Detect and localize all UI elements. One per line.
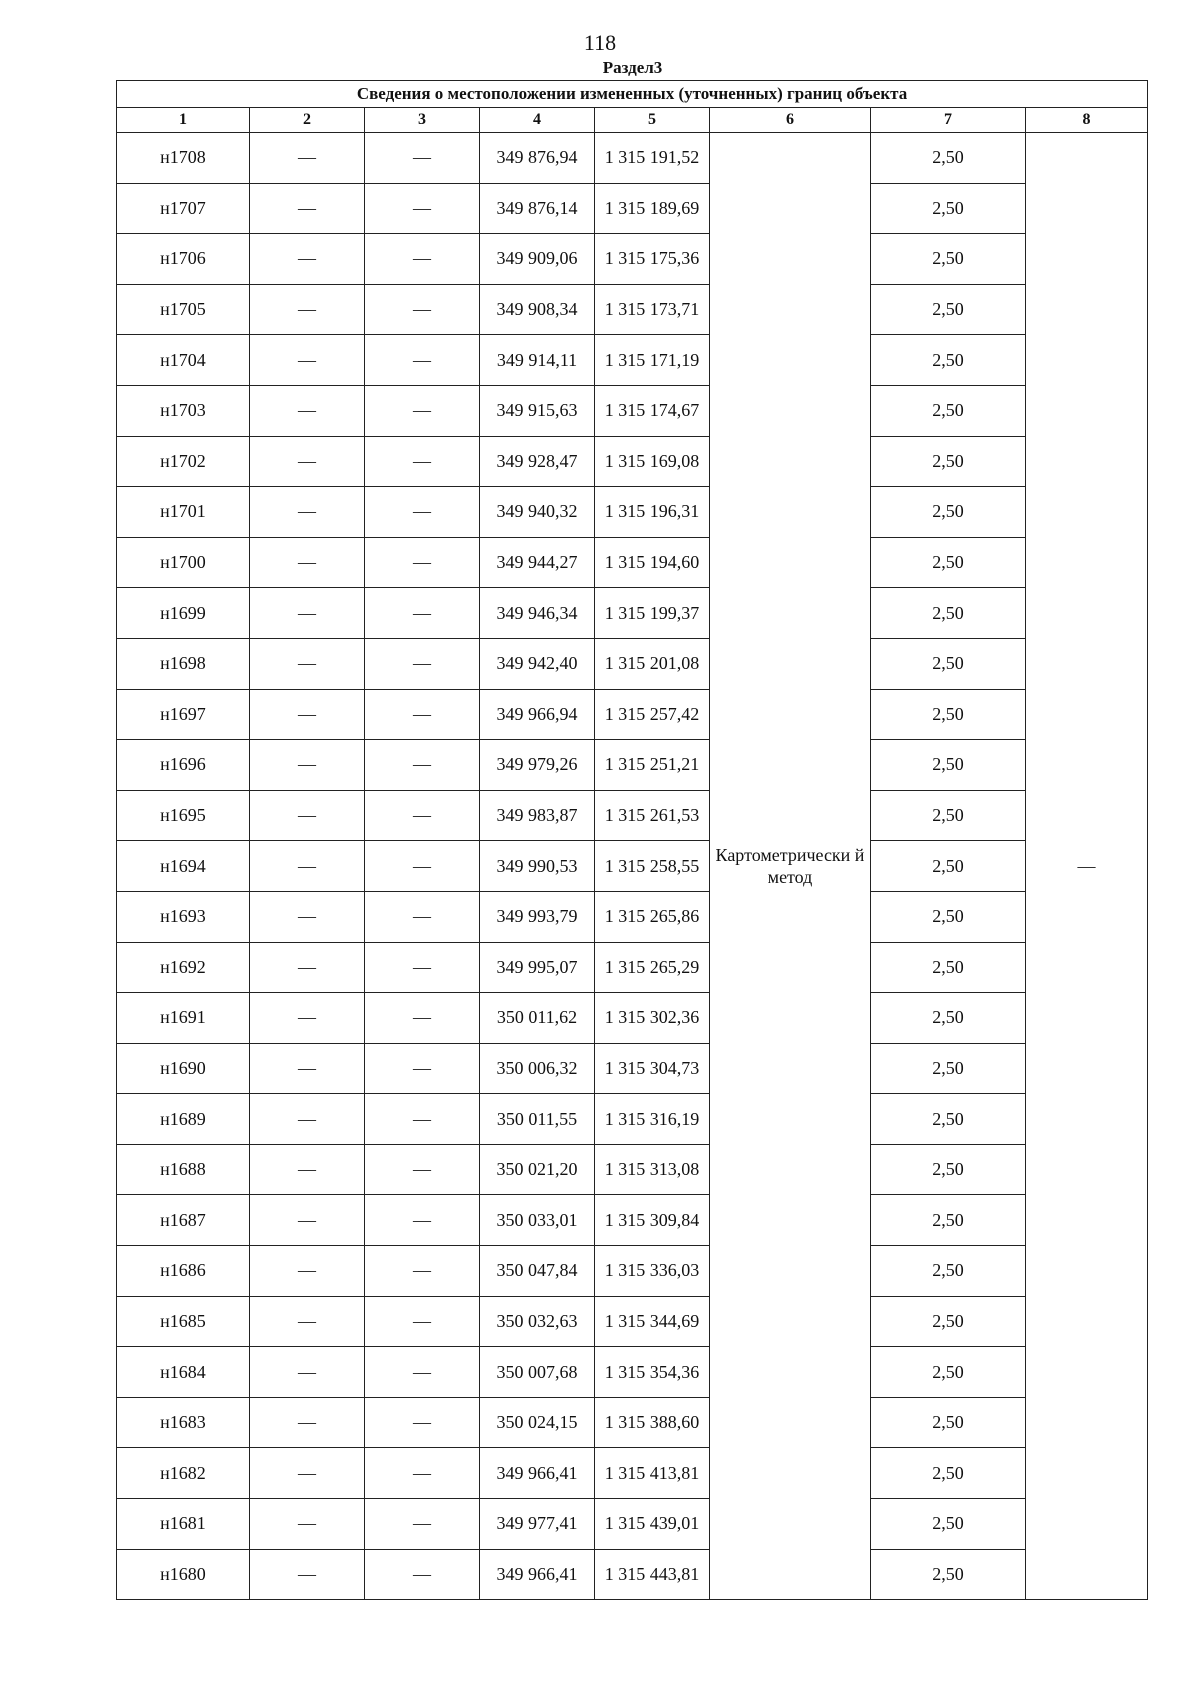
table-row [117,790,1148,841]
y-coordinate-cell: 1 315 302,36 [595,993,710,1044]
table-row [117,1246,1148,1297]
col2-cell: — [250,1549,365,1600]
table-row [117,284,1148,335]
y-coordinate-cell: 1 315 251,21 [595,740,710,791]
point-id-cell: н1708 [117,133,250,184]
col2-cell: — [250,1043,365,1094]
col3-cell: — [365,841,480,892]
col3-cell: — [365,638,480,689]
precision-cell: 2,50 [871,588,1026,639]
table-row [117,1499,1148,1550]
point-id-cell: н1693 [117,891,250,942]
y-coordinate-cell: 1 315 309,84 [595,1195,710,1246]
precision-cell: 2,50 [871,740,1026,791]
y-coordinate-cell: 1 315 413,81 [595,1448,710,1499]
col3-cell: — [365,1043,480,1094]
point-id-cell: н1683 [117,1397,250,1448]
x-coordinate-cell: 349 928,47 [480,436,595,487]
col3-cell: — [365,335,480,386]
x-coordinate-cell: 349 995,07 [480,942,595,993]
col3-cell: — [365,436,480,487]
point-id-cell: н1684 [117,1347,250,1398]
precision-cell: 2,50 [871,1043,1026,1094]
col2-cell: — [250,689,365,740]
col3-cell: — [365,942,480,993]
precision-cell: 2,50 [871,436,1026,487]
precision-cell: 2,50 [871,1094,1026,1145]
point-id-cell: н1694 [117,841,250,892]
table-row [117,638,1148,689]
col2-cell: — [250,1499,365,1550]
table-row [117,993,1148,1044]
point-id-cell: н1702 [117,436,250,487]
y-coordinate-cell: 1 315 199,37 [595,588,710,639]
col2-cell: — [250,1195,365,1246]
table-row [117,133,1148,184]
precision-cell: 2,50 [871,689,1026,740]
point-id-cell: н1695 [117,790,250,841]
y-coordinate-cell: 1 315 196,31 [595,487,710,538]
y-coordinate-cell: 1 315 261,53 [595,790,710,841]
column-header-8: 8 [1026,108,1148,133]
col2-cell: — [250,133,365,184]
point-id-cell: н1707 [117,183,250,234]
y-coordinate-cell: 1 315 304,73 [595,1043,710,1094]
col2-cell: — [250,1144,365,1195]
x-coordinate-cell: 350 011,62 [480,993,595,1044]
x-coordinate-cell: 350 033,01 [480,1195,595,1246]
col2-cell: — [250,436,365,487]
col2-cell: — [250,487,365,538]
y-coordinate-cell: 1 315 265,29 [595,942,710,993]
col3-cell: — [365,385,480,436]
precision-cell: 2,50 [871,1448,1026,1499]
point-id-cell: н1697 [117,689,250,740]
precision-cell: 2,50 [871,993,1026,1044]
col2-cell: — [250,588,365,639]
col3-cell: — [365,1094,480,1145]
table-row [117,537,1148,588]
x-coordinate-cell: 350 007,68 [480,1347,595,1398]
col3-cell: — [365,1397,480,1448]
point-id-cell: н1692 [117,942,250,993]
table-body [117,133,1148,1600]
x-coordinate-cell: 350 021,20 [480,1144,595,1195]
table-row [117,1094,1148,1145]
point-id-cell: н1706 [117,234,250,285]
column-header-4: 4 [480,108,595,133]
x-coordinate-cell: 349 990,53 [480,841,595,892]
point-id-cell: н1690 [117,1043,250,1094]
precision-cell: 2,50 [871,790,1026,841]
y-coordinate-cell: 1 315 171,19 [595,335,710,386]
method-cell: Картометрически й метод [710,133,871,1600]
column-header-5: 5 [595,108,710,133]
y-coordinate-cell: 1 315 173,71 [595,284,710,335]
x-coordinate-cell: 349 876,94 [480,133,595,184]
x-coordinate-cell: 350 032,63 [480,1296,595,1347]
point-id-cell: н1685 [117,1296,250,1347]
precision-cell: 2,50 [871,942,1026,993]
col3-cell: — [365,284,480,335]
col3-cell: — [365,1448,480,1499]
col2-cell: — [250,385,365,436]
col2-cell: — [250,1448,365,1499]
col2-cell: — [250,1094,365,1145]
x-coordinate-cell: 349 966,41 [480,1448,595,1499]
table-row [117,1347,1148,1398]
point-id-cell: н1681 [117,1499,250,1550]
col2-cell: — [250,1347,365,1398]
table-row [117,234,1148,285]
point-id-cell: н1682 [117,1448,250,1499]
table-row [117,183,1148,234]
col3-cell: — [365,487,480,538]
table-row [117,1397,1148,1448]
y-coordinate-cell: 1 315 169,08 [595,436,710,487]
column-header-7: 7 [871,108,1026,133]
point-id-cell: н1686 [117,1246,250,1297]
table-row [117,487,1148,538]
y-coordinate-cell: 1 315 443,81 [595,1549,710,1600]
col2-cell: — [250,740,365,791]
col3-cell: — [365,1549,480,1600]
page-number: 118 [583,30,617,55]
col2-cell: — [250,841,365,892]
point-id-cell: н1699 [117,588,250,639]
col2-cell: — [250,891,365,942]
y-coordinate-cell: 1 315 258,55 [595,841,710,892]
col2-cell: — [250,284,365,335]
y-coordinate-cell: 1 315 354,36 [595,1347,710,1398]
precision-cell: 2,50 [871,537,1026,588]
precision-cell: 2,50 [871,1549,1026,1600]
x-coordinate-cell: 349 946,34 [480,588,595,639]
column-header-6: 6 [710,108,871,133]
x-coordinate-cell: 349 914,11 [480,335,595,386]
col2-cell: — [250,993,365,1044]
y-coordinate-cell: 1 315 344,69 [595,1296,710,1347]
col2-cell: — [250,1246,365,1297]
precision-cell: 2,50 [871,183,1026,234]
col3-cell: — [365,689,480,740]
y-coordinate-cell: 1 315 191,52 [595,133,710,184]
table-caption: Сведения о местоположении измененных (уточненных) границ объекта [117,81,1148,108]
point-id-cell: н1687 [117,1195,250,1246]
x-coordinate-cell: 350 006,32 [480,1043,595,1094]
y-coordinate-cell: 1 315 439,01 [595,1499,710,1550]
x-coordinate-cell: 349 966,94 [480,689,595,740]
point-id-cell: н1689 [117,1094,250,1145]
precision-cell: 2,50 [871,841,1026,892]
table-row [117,335,1148,386]
col2-cell: — [250,790,365,841]
y-coordinate-cell: 1 315 313,08 [595,1144,710,1195]
precision-cell: 2,50 [871,1397,1026,1448]
precision-cell: 2,50 [871,1296,1026,1347]
col3-cell: — [365,740,480,791]
table-row [117,740,1148,791]
col3-cell: — [365,1195,480,1246]
point-id-cell: н1688 [117,1144,250,1195]
column-header-1: 1 [117,108,250,133]
col3-cell: — [365,790,480,841]
x-coordinate-cell: 349 942,40 [480,638,595,689]
table-row [117,942,1148,993]
y-coordinate-cell: 1 315 257,42 [595,689,710,740]
col3-cell: — [365,993,480,1044]
table-row [117,891,1148,942]
precision-cell: 2,50 [871,1246,1026,1297]
col2-cell: — [250,1397,365,1448]
table-row [117,1043,1148,1094]
table-row [117,1448,1148,1499]
point-id-cell: н1703 [117,385,250,436]
col3-cell: — [365,588,480,639]
x-coordinate-cell: 349 944,27 [480,537,595,588]
precision-cell: 2,50 [871,891,1026,942]
col2-cell: — [250,942,365,993]
col2-cell: — [250,234,365,285]
x-coordinate-cell: 350 011,55 [480,1094,595,1145]
table-row [117,588,1148,639]
precision-cell: 2,50 [871,133,1026,184]
y-coordinate-cell: 1 315 189,69 [595,183,710,234]
table-row [117,436,1148,487]
table-row [117,1144,1148,1195]
y-coordinate-cell: 1 315 194,60 [595,537,710,588]
col8-cell: — [1026,133,1148,1600]
precision-cell: 2,50 [871,1347,1026,1398]
precision-cell: 2,50 [871,385,1026,436]
col2-cell: — [250,183,365,234]
point-id-cell: н1700 [117,537,250,588]
precision-cell: 2,50 [871,1499,1026,1550]
y-coordinate-cell: 1 315 336,03 [595,1246,710,1297]
precision-cell: 2,50 [871,335,1026,386]
col3-cell: — [365,133,480,184]
col2-cell: — [250,335,365,386]
boundary-coordinates-table [116,80,1148,1600]
col3-cell: — [365,537,480,588]
point-id-cell: н1696 [117,740,250,791]
col3-cell: — [365,183,480,234]
col3-cell: — [365,234,480,285]
table-row [117,1549,1148,1600]
precision-cell: 2,50 [871,284,1026,335]
col2-cell: — [250,1296,365,1347]
y-coordinate-cell: 1 315 175,36 [595,234,710,285]
section-title: Раздел3 [602,58,663,77]
table-row [117,841,1148,892]
col3-cell: — [365,1246,480,1297]
precision-cell: 2,50 [871,1195,1026,1246]
point-id-cell: н1691 [117,993,250,1044]
x-coordinate-cell: 350 047,84 [480,1246,595,1297]
x-coordinate-cell: 349 977,41 [480,1499,595,1550]
col2-cell: — [250,537,365,588]
column-header-2: 2 [250,108,365,133]
col3-cell: — [365,1347,480,1398]
x-coordinate-cell: 349 966,41 [480,1549,595,1600]
point-id-cell: н1701 [117,487,250,538]
column-header-3: 3 [365,108,480,133]
x-coordinate-cell: 349 915,63 [480,385,595,436]
precision-cell: 2,50 [871,638,1026,689]
col3-cell: — [365,891,480,942]
y-coordinate-cell: 1 315 265,86 [595,891,710,942]
x-coordinate-cell: 349 908,34 [480,284,595,335]
table-row [117,385,1148,436]
x-coordinate-cell: 349 876,14 [480,183,595,234]
x-coordinate-cell: 349 940,32 [480,487,595,538]
precision-cell: 2,50 [871,234,1026,285]
col3-cell: — [365,1296,480,1347]
col2-cell: — [250,638,365,689]
precision-cell: 2,50 [871,1144,1026,1195]
y-coordinate-cell: 1 315 174,67 [595,385,710,436]
y-coordinate-cell: 1 315 201,08 [595,638,710,689]
y-coordinate-cell: 1 315 316,19 [595,1094,710,1145]
x-coordinate-cell: 349 979,26 [480,740,595,791]
precision-cell: 2,50 [871,487,1026,538]
table-row [117,1296,1148,1347]
y-coordinate-cell: 1 315 388,60 [595,1397,710,1448]
x-coordinate-cell: 349 909,06 [480,234,595,285]
table-row [117,689,1148,740]
table-row [117,1195,1148,1246]
col3-cell: — [365,1144,480,1195]
x-coordinate-cell: 349 993,79 [480,891,595,942]
point-id-cell: н1698 [117,638,250,689]
col3-cell: — [365,1499,480,1550]
x-coordinate-cell: 350 024,15 [480,1397,595,1448]
x-coordinate-cell: 349 983,87 [480,790,595,841]
point-id-cell: н1704 [117,335,250,386]
point-id-cell: н1705 [117,284,250,335]
point-id-cell: н1680 [117,1549,250,1600]
